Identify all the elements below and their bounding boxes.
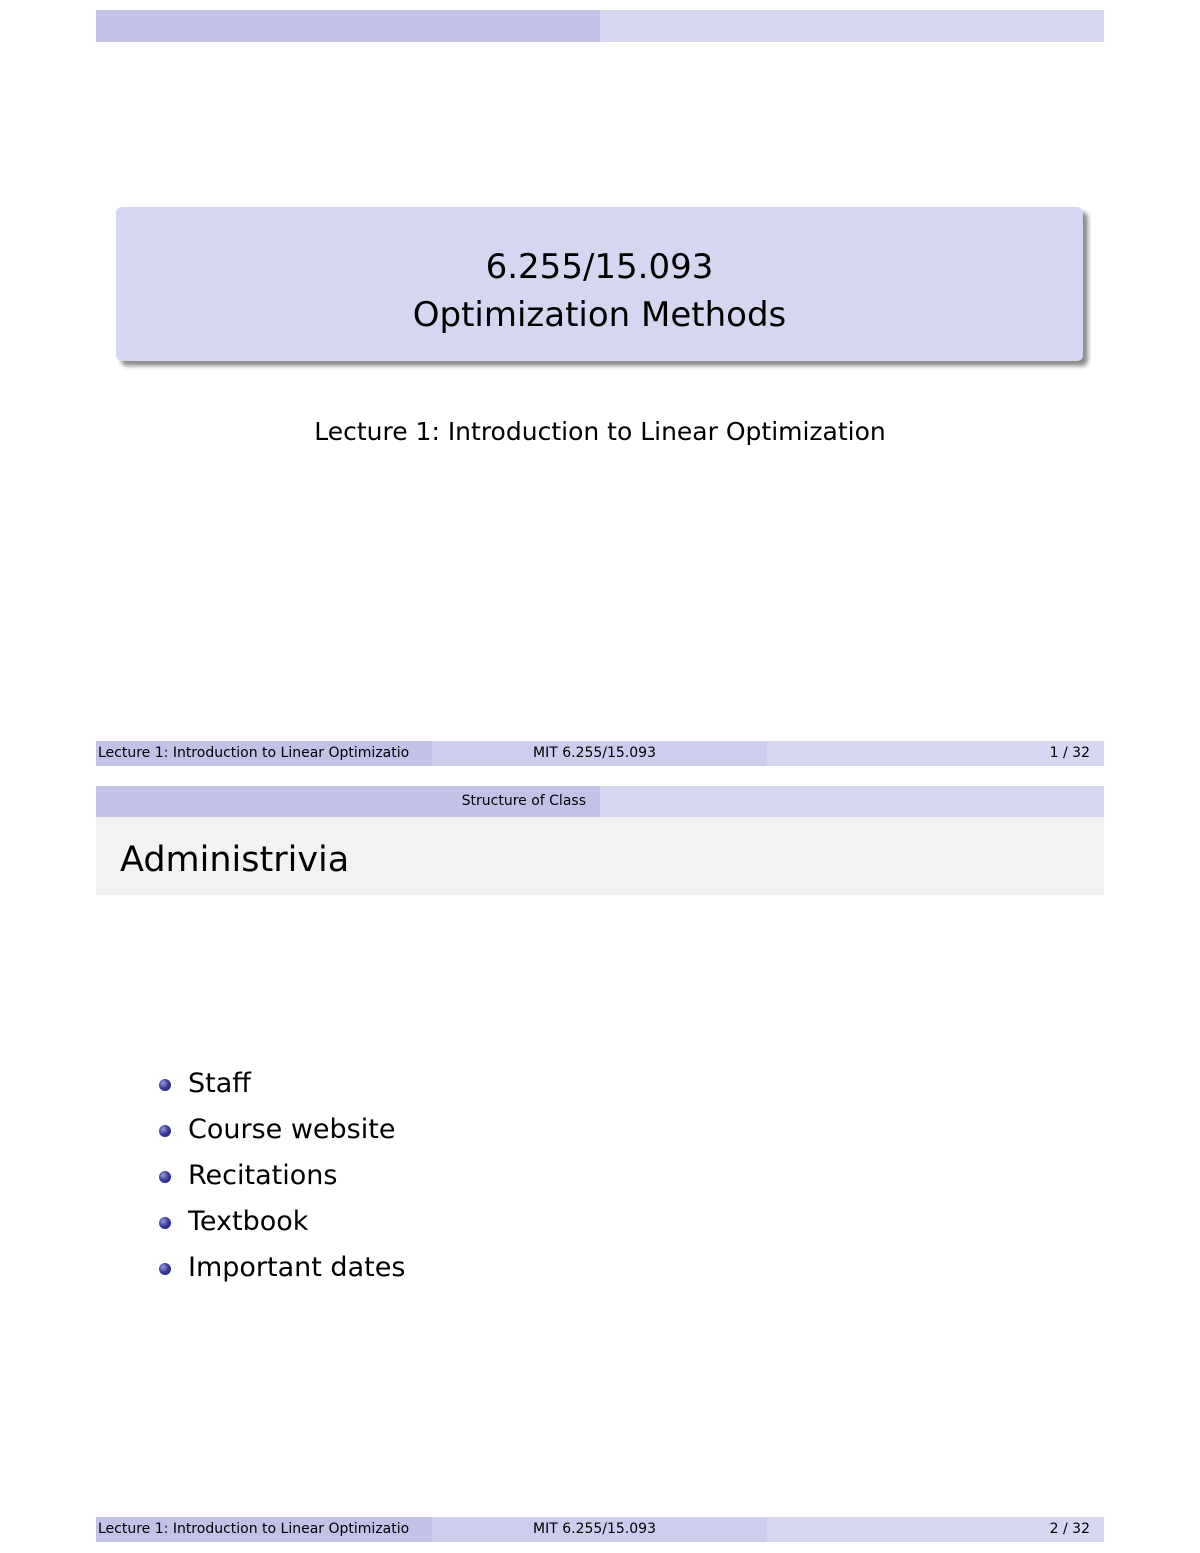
bullet-icon: [159, 1263, 171, 1275]
bullet-icon: [159, 1079, 171, 1091]
footer-page-number: 1 / 32: [767, 741, 1104, 766]
list-item-text: Course website: [188, 1114, 396, 1145]
title-box: [116, 207, 1083, 361]
footer-lecture-title: Lecture 1: Introduction to Linear Optimizatio: [96, 741, 432, 766]
list-item-text: Textbook: [188, 1206, 309, 1237]
list-item: [156, 1154, 405, 1200]
list-item: [156, 1200, 405, 1246]
footer-course: MIT 6.255/15.093: [432, 1517, 767, 1542]
course-number: 6.255/15.093: [485, 247, 714, 287]
bullet-icon: [159, 1171, 171, 1183]
slide1-headline-right: [600, 10, 1104, 42]
list-item-text: Recitations: [188, 1160, 338, 1191]
section-navigation-bar: [96, 786, 1104, 817]
section-bar-right: [600, 786, 1104, 817]
section-label[interactable]: Structure of Class: [461, 793, 586, 809]
list-item-text: Important dates: [188, 1252, 406, 1283]
slide1-headline-left: [96, 10, 600, 42]
footer-course: MIT 6.255/15.093: [432, 741, 767, 766]
bullet-list: [156, 1062, 405, 1292]
footer-lecture-title: Lecture 1: Introduction to Linear Optimizatio: [96, 1517, 432, 1542]
section-bar-left: [96, 786, 600, 817]
list-item-text: Staff: [188, 1068, 251, 1099]
bullet-icon: [159, 1217, 171, 1229]
lecture-subtitle: Lecture 1: Introduction to Linear Optimization: [314, 417, 886, 446]
slide2-footer: [96, 1517, 1104, 1542]
slide1-footer: [96, 741, 1104, 766]
footer-page-number: 2 / 32: [767, 1517, 1104, 1542]
list-item: [156, 1246, 405, 1292]
bullet-icon: [159, 1125, 171, 1137]
list-item: [156, 1062, 405, 1108]
course-title: Optimization Methods: [412, 295, 787, 335]
list-item: [156, 1108, 405, 1154]
frame-title: Administrivia: [120, 840, 350, 880]
